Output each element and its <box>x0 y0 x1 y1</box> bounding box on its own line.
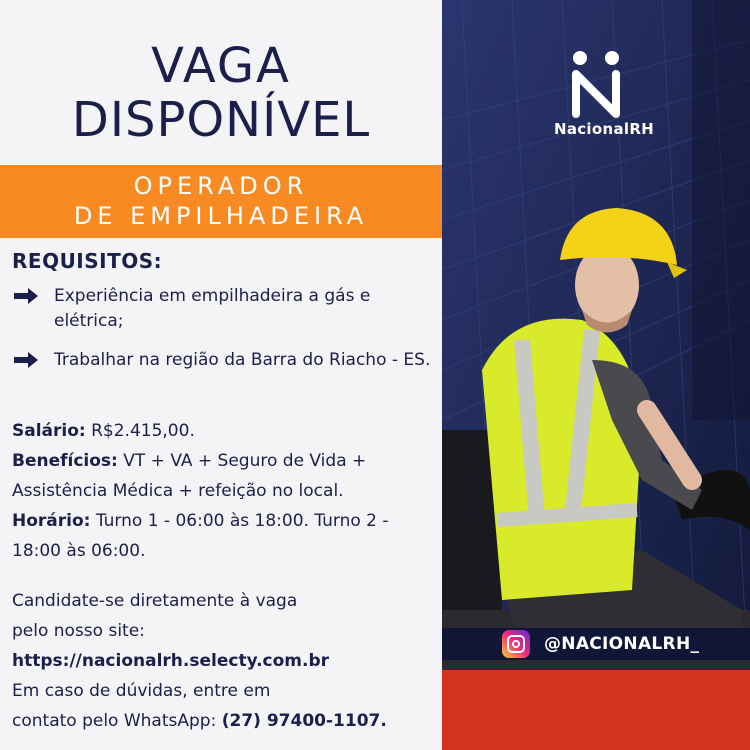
job-title-line-1: OPERADOR <box>133 172 309 200</box>
instagram-icon[interactable] <box>502 630 530 658</box>
whatsapp-number[interactable]: (27) 97400-1107. <box>221 711 387 731</box>
instagram-handle[interactable]: @NACIONALRH_ <box>544 634 700 654</box>
arrow-right-icon <box>12 350 42 370</box>
schedule-row <box>12 506 437 566</box>
whatsapp-prefix: contato pelo WhatsApp: <box>12 711 222 731</box>
requirements-heading: REQUISITOS: <box>12 249 163 273</box>
instagram-bar <box>442 628 750 660</box>
requirement-text: Experiência em empilhadeira a gás e elétrica; <box>54 286 371 331</box>
schedule-value: Turno 1 - 06:00 às 18:00. Turno 2 - 18:00 às 06:00. <box>12 511 389 561</box>
right-photo-panel <box>442 0 750 750</box>
benefits-value: VT + VA + Seguro de Vida + Assistência Médica + refeição no local. <box>12 451 367 501</box>
schedule-label: Horário: <box>12 511 91 531</box>
requirement-item <box>12 284 437 344</box>
job-title-banner <box>0 165 442 238</box>
salary-value: R$2.415,00. <box>85 421 195 441</box>
apply-line-4: Em caso de dúvidas, entre em <box>12 681 271 701</box>
benefits-label: Benefícios: <box>12 451 118 471</box>
requirement-item <box>12 348 437 408</box>
benefits-row <box>12 446 437 506</box>
apply-section <box>12 586 442 736</box>
headline-line-2: DISPONÍVEL <box>71 92 371 148</box>
headline-line-1: VAGA <box>151 38 291 94</box>
job-details <box>12 416 437 566</box>
requirement-text: Trabalhar na região da Barra do Riacho - ES. <box>54 350 431 370</box>
arrow-right-icon <box>12 286 42 306</box>
forklift-operator-photo <box>442 190 750 750</box>
apply-line-2: pelo nosso site: <box>12 621 145 641</box>
website-link[interactable]: https://nacionalrh.selecty.com.br <box>12 651 330 671</box>
apply-line-1: Candidate-se diretamente à vaga <box>12 591 298 611</box>
salary-label: Salário: <box>12 421 86 441</box>
brand-name: NacionalRH <box>553 120 655 138</box>
apply-line-5 <box>12 706 442 736</box>
salary-row <box>12 416 437 446</box>
job-title-line-2: DE EMPILHADEIRA <box>73 202 369 230</box>
